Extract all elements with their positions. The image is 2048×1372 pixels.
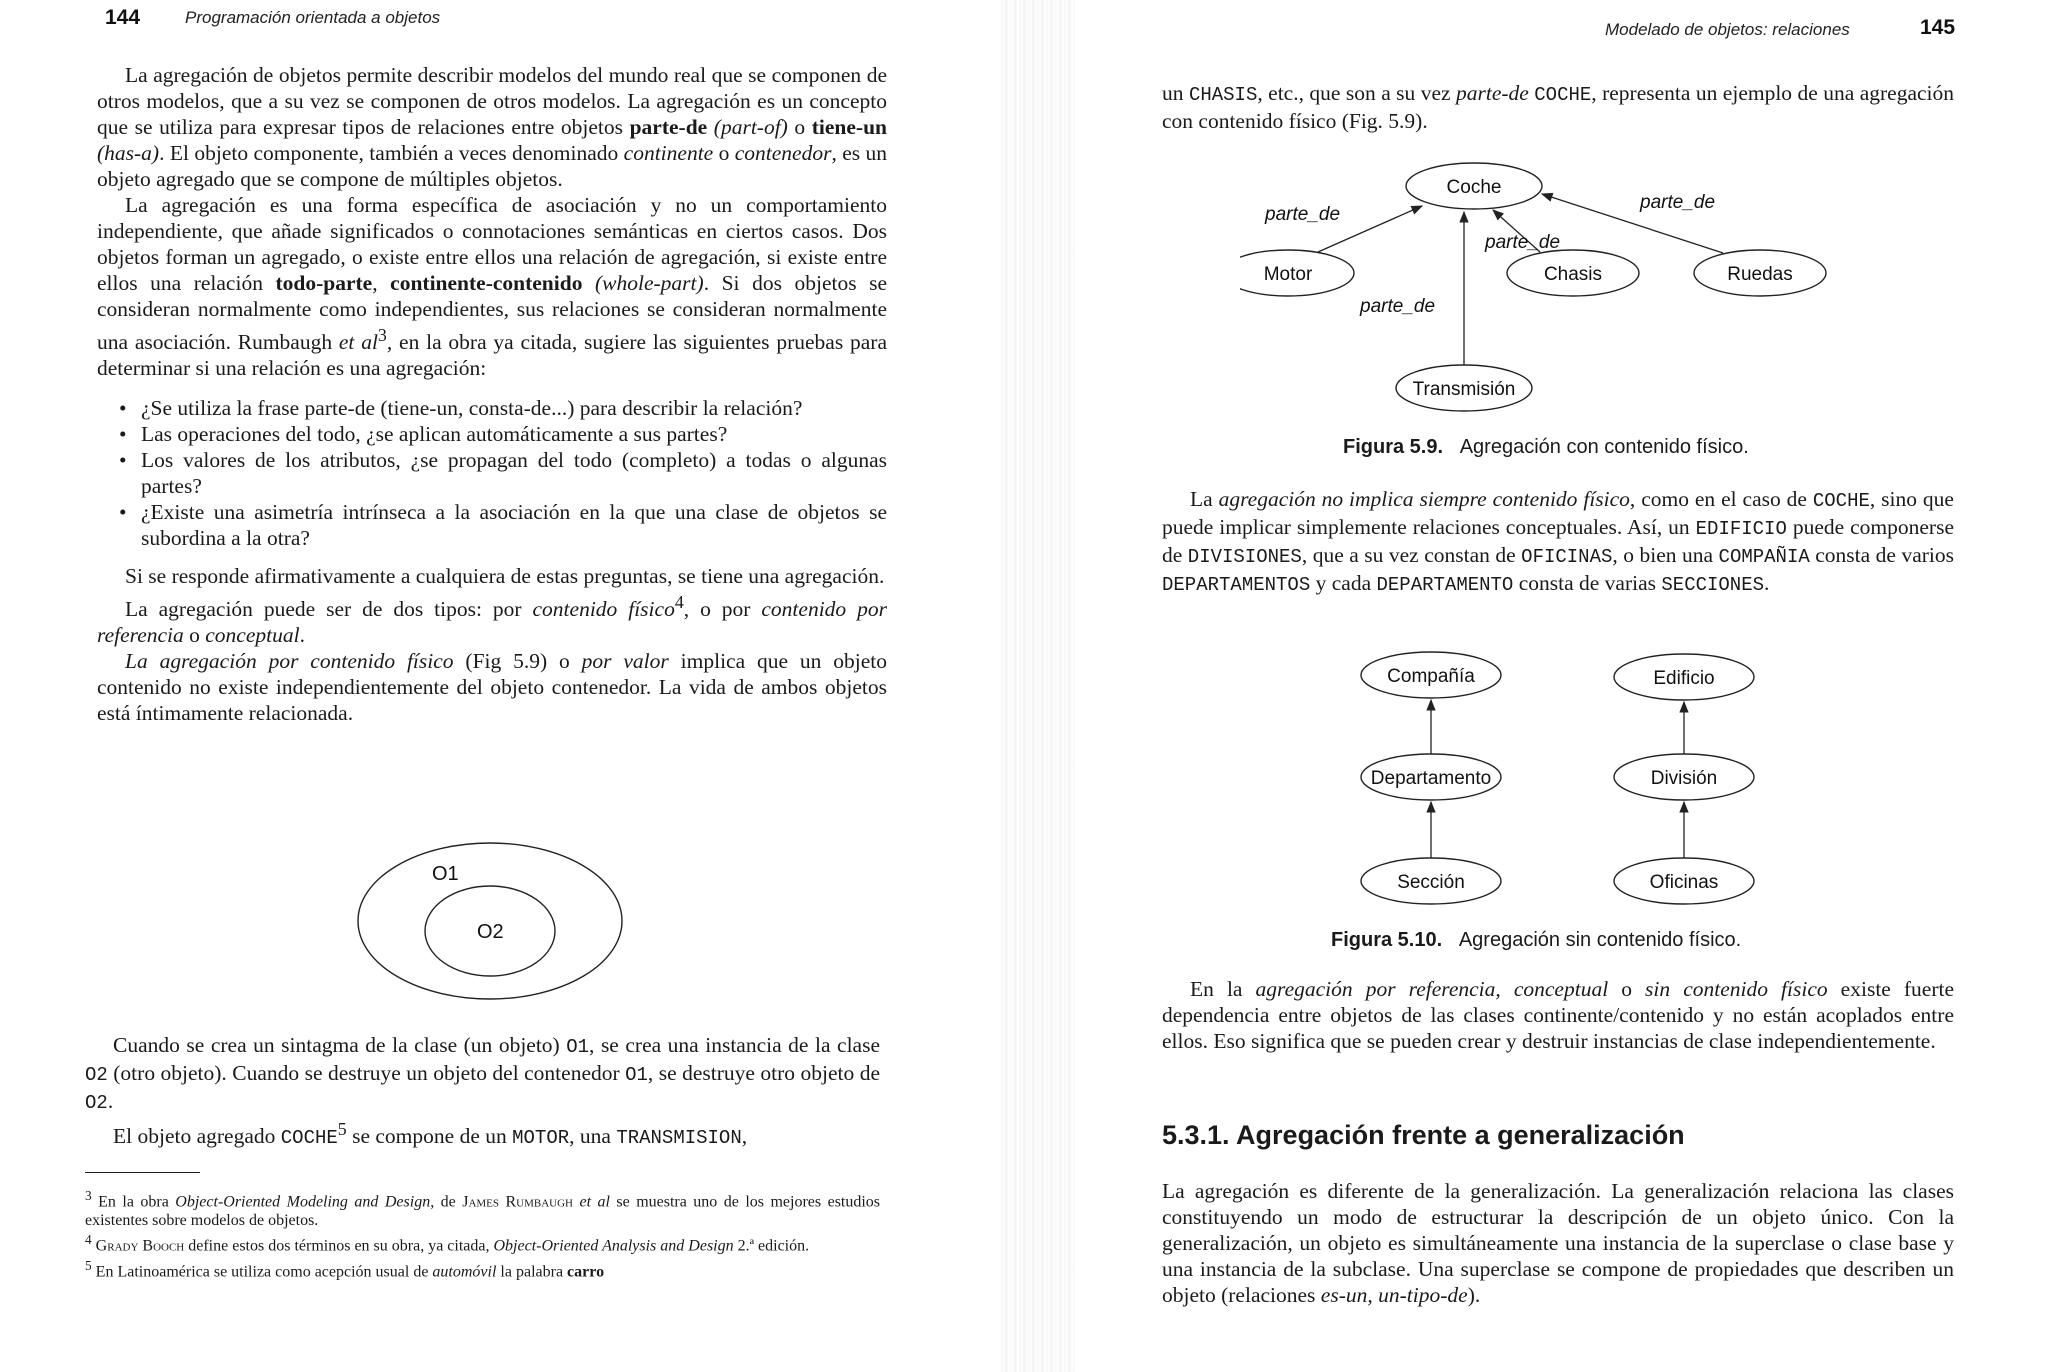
o2-label: O2 xyxy=(477,921,504,943)
figure-5-9 xyxy=(1240,158,1940,418)
paragraph: Cuando se crea un sintagma de la clase (un objeto) O1, se crea una instancia de la clase O2 (otro objeto). Cuando se destruye un objeto del contenedor O1, se destruye otro objeto de O2. xyxy=(85,1033,880,1114)
right-body-mid xyxy=(1162,486,1954,598)
svg-text:Compañía: Compañía xyxy=(1387,666,1475,687)
edge-label: parte_de xyxy=(1265,204,1341,225)
list-item: • ¿Existe una asimetría intrínseca a la asociación en la que una clase de objetos se subordina a la otra? xyxy=(141,499,887,551)
node-division xyxy=(1614,754,1754,800)
paragraph: La agregación por contenido físico (Fig 5.9) o por valor implica que un objeto contenido no existe independientemente del objeto contenedor. La vida de ambos objetos está íntimamente relacionada. xyxy=(97,649,888,726)
figure-5-10 xyxy=(1360,650,1790,910)
edge-label: parte_de xyxy=(1640,192,1716,213)
paragraph: La agregación es diferente de la generalización. La generalización relaciona las clases constituyendo un modo de estructurar la descripción de un objeto único. Con la generalización, un objeto es simultáneamente una instancia de la superclase o clase base y una instancia de la subclase. Una superclase se compone de propiedades que describen un objeto (relaciones es-un, un-tipo-de). xyxy=(1162,1179,1954,1307)
right-body-lower xyxy=(1162,976,1954,1054)
svg-text:Motor: Motor xyxy=(1263,264,1313,285)
svg-text:Chasis: Chasis xyxy=(1543,264,1603,285)
page-number: 145 xyxy=(1920,16,1956,39)
footnote: $^5$ En Latinoamérica se utiliza como acepción usual de automóvil la palabra carro xyxy=(85,1257,605,1280)
svg-text:Coche: Coche xyxy=(1446,177,1502,198)
left-body xyxy=(97,62,887,726)
paragraph: La agregación de objetos permite describir modelos del mundo real que se componen de otros modelos, que a su vez se componen de otros modelos. La agregación es un concepto que se utiliza para expresar tipos de relaciones entre objetos parte-de (part-of) o tiene-un (has-a). El objeto componente, también a veces denominado continente o contenedor, es un objeto agregado que se compone de múltiples objetos. xyxy=(97,63,887,191)
node-chasis xyxy=(1507,250,1639,296)
o1-o2-diagram xyxy=(350,838,630,1008)
running-head: Programación orientada a objetos xyxy=(185,8,441,27)
o1-label: O1 xyxy=(432,863,459,885)
node-transmision xyxy=(1396,365,1532,411)
page-number: 144 xyxy=(105,6,141,29)
paragraph: La agregación es una forma específica de asociación y no un comportamiento independiente, que añade significados o connotaciones semánticas en ciertos casos. Dos objetos forman un agregado, o existe entre ellos una relación de agregación, si existe entre ellos una relación todo-parte, continente-contenido (whole-part). Si dos objetos se consideran normalmente como independientes, sus relaciones se consideran normalmente una asociación. Rumbaugh et $al^3$, en la obra ya citada, sugiere las siguientes pruebas para determinar si una relación es una agregación: xyxy=(97,193,888,381)
node-seccion xyxy=(1361,858,1501,904)
node-compania xyxy=(1361,652,1501,698)
paragraph: La agregación no implica siempre contenido físico, como en el caso de COCHE, sino que puede implicar simplemente relaciones conceptuales. Así, un EDIFICIO puede componerse de DIVISIONES, que a su vez constan de OFICINAS, o bien una COMPAÑIA consta de varios DEPARTAMENTOS y cada DEPARTAMENTO consta de varias SECCIONES. xyxy=(1162,487,1955,596)
svg-text:Ruedas: Ruedas xyxy=(1727,264,1793,285)
list-item: • Los valores de los atributos, ¿se propagan del todo (completo) a todas o algunas partes? xyxy=(141,447,887,499)
svg-text:Transmisión: Transmisión xyxy=(1412,379,1516,400)
footnote: $^4$ Grady Booch define estos dos términos en su obra, ya citada, Object-Oriented Analysis and Design 2.ª edición. xyxy=(85,1232,810,1255)
running-head: Modelado de objetos: relaciones xyxy=(1605,20,1850,39)
figure-5-9-caption: Figura 5.9. Agregación con contenido físico. xyxy=(1343,436,1749,458)
node-oficinas xyxy=(1614,858,1754,904)
svg-text:Sección: Sección xyxy=(1397,872,1465,893)
paragraph: La agregación puede ser de dos tipos: por contenido físico$^4$, o por contenido por referencia o conceptual. xyxy=(97,592,887,648)
list-item: • ¿Se utiliza la frase parte-de (tiene-un, consta-de...) para describir la relación? xyxy=(141,395,887,421)
right-page xyxy=(1060,0,2048,1372)
node-departamento xyxy=(1361,754,1501,800)
svg-text:Edificio: Edificio xyxy=(1653,668,1715,689)
node-motor xyxy=(1240,250,1354,296)
paragraph: Si se responde afirmativamente a cualquiera de estas preguntas, se tiene una agregación. xyxy=(125,564,885,589)
list-item: • Las operaciones del todo, ¿se aplican automáticamente a sus partes? xyxy=(141,421,887,447)
paragraph: En la agregación por referencia, conceptual o sin contenido físico existe fuerte dependencia entre objetos de las clases continente/contenido y no están acoplados entre ellos. Eso significa que se pueden crear y destruir instancias de clase independientemente. xyxy=(1162,977,1955,1053)
figure-5-10-caption: Figura 5.10. Agregación sin contenido físico. xyxy=(1331,929,1742,951)
right-body-bottom xyxy=(1162,1178,1954,1308)
edge-label: parte_de xyxy=(1360,296,1436,317)
svg-text:División: División xyxy=(1650,768,1718,789)
footnote-rule xyxy=(85,1172,200,1173)
right-body-top xyxy=(1162,80,1954,134)
footnote: $^3$ En la obra Object-Oriented Modeling and Design, de James Rumbaugh et al se muestra uno de los mejores estudios existentes sobre modelos de objetos. xyxy=(85,1188,881,1230)
paragraph: El objeto agregado COCHE$^5$ se compone de un MOTOR, una TRANSMISION, xyxy=(113,1119,748,1150)
left-body-bottom xyxy=(85,1032,880,1151)
section-heading: 5.3.1. Agregación frente a generalización xyxy=(1162,1120,1685,1150)
bullet-list xyxy=(97,395,887,551)
svg-text:Departamento: Departamento xyxy=(1370,768,1492,789)
edge-label: parte_de xyxy=(1485,232,1561,253)
node-edificio xyxy=(1614,654,1754,700)
svg-text:Oficinas: Oficinas xyxy=(1649,872,1719,893)
footnotes xyxy=(85,1186,880,1281)
node-ruedas xyxy=(1694,250,1826,296)
node-coche xyxy=(1406,163,1542,209)
paragraph: un CHASIS, etc., que son a su vez parte-de COCHE, representa un ejemplo de una agregación con contenido físico (Fig. 5.9). xyxy=(1162,81,1955,133)
left-page xyxy=(0,0,1010,1372)
